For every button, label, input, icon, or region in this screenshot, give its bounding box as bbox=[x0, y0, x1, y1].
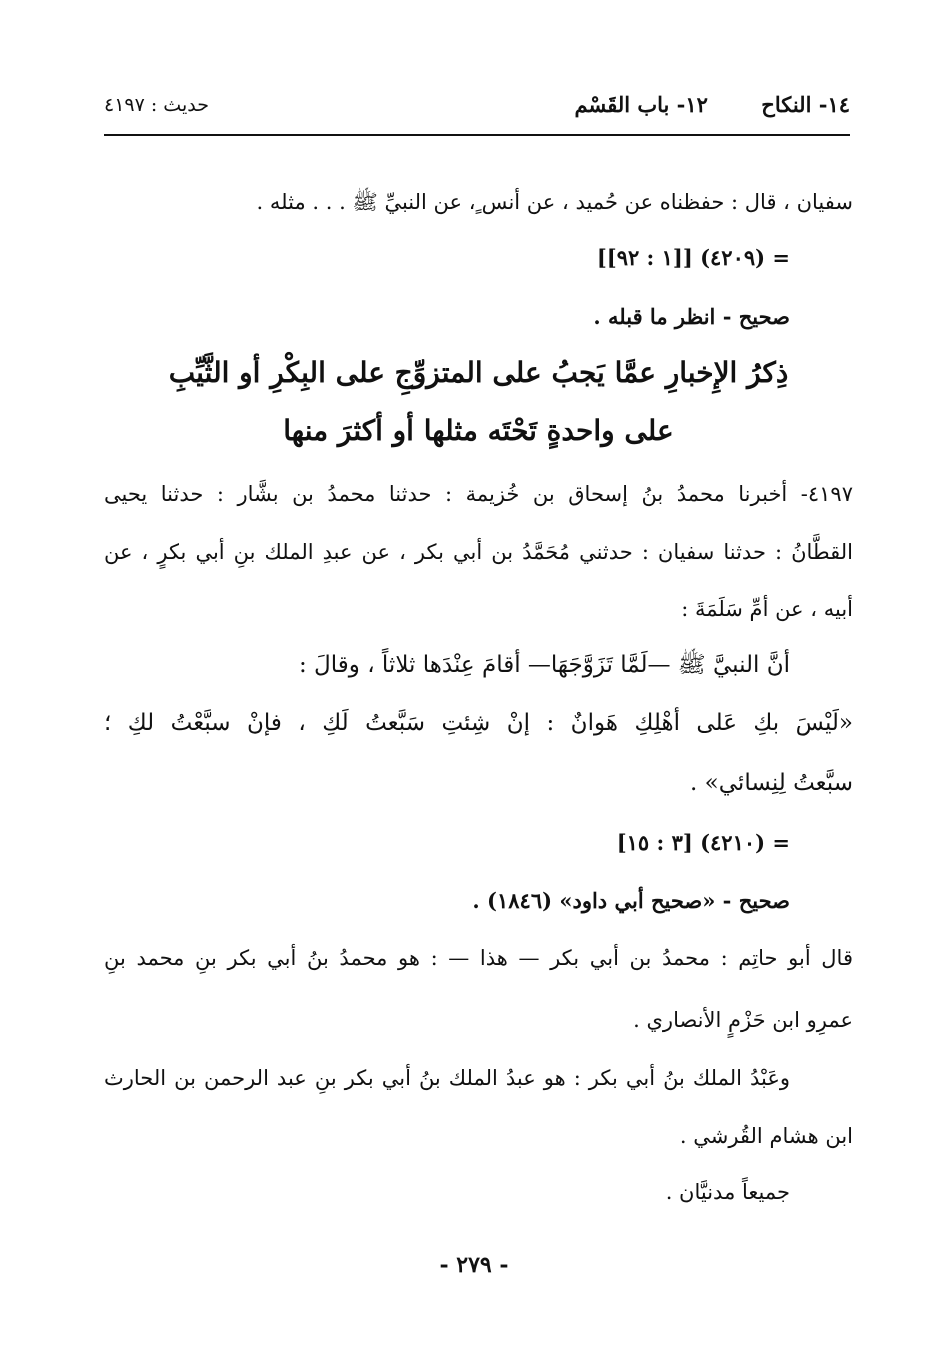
section-heading-line-2: على واحدةٍ تَحْتَه مثلها أو أكثرَ منها bbox=[283, 414, 674, 447]
hadith-isnad-line-1: ٤١٩٧- أخبرنا محمدُ بنُ إسحاق بن خُزيمة : حدثنا محمدُ بن بشَّار : حدثنا يحيى bbox=[104, 482, 853, 506]
hadith-matn-line-1: أنَّ النبيَّ ﷺ —لَمَّا تَزَوَّجَهَا— أقامَ عِنْدَها ثلاثاً ، وقالَ : bbox=[299, 652, 790, 678]
abdulmalik-note-line-1: وعَبْدُ الملك بنُ أبي بكر : هو عبدُ الملك بنُ أبي بكر بنِ عبد الرحمن بن الحارث bbox=[104, 1066, 790, 1090]
header-book-chapter bbox=[574, 92, 850, 117]
cross-reference-4210: = (٤٢١٠) [٣ : ١٥] bbox=[616, 830, 790, 855]
abu-hatim-note-line-1: قال أبو حاتِم : محمدُ بن أبي بكر — هذا — : هو محمدُ بنُ أبي بكر بنِ محمد بنِ bbox=[104, 946, 853, 970]
section-heading-line-1: ذِكرُ الإِخبارِ عمَّا يَجبُ على المتزوِّجِ على البِكْرِ أو الثَّيِّبِ bbox=[168, 356, 789, 389]
continuation-line: سفيان ، قال : حفظناه عن حُميد ، عن أنس ٍ، عن النبيِّ ﷺ . . . مثله . bbox=[256, 190, 853, 214]
header-hadith-ref: حديث : ٤١٩٧ bbox=[104, 94, 209, 116]
final-note: جميعاً مدنيَّان . bbox=[665, 1180, 790, 1204]
header-divider bbox=[104, 134, 850, 136]
header-book: ١٤- النكاح bbox=[761, 92, 850, 117]
header-chapter: ١٢- باب القَسْم bbox=[574, 92, 708, 117]
page-number: - ٢٧٩ - bbox=[439, 1252, 509, 1278]
grading-2: صحيح - «صحيح أبي داود» (١٨٤٦) . bbox=[472, 888, 790, 913]
hadith-matn-line-2: «لَيْسَ بكِ عَلى أهْلِكِ هَوانٌ : إنْ شِئتِ سَبَّعتُ لَكِ ، فإنْ سبَّعْتُ لكِ ؛ bbox=[104, 710, 853, 736]
hadith-isnad-line-3: أبيه ، عن أمِّ سَلَمَةَ : bbox=[681, 597, 853, 621]
cross-reference-4209: = (٤٢٠٩) [[١ : ٩٢]] bbox=[596, 245, 790, 270]
grading-1: صحيح - انظر ما قبله . bbox=[593, 304, 790, 329]
abdulmalik-note-line-2: ابن هشام القُرشي . bbox=[679, 1124, 853, 1148]
hadith-isnad-line-2: القطَّانُ : حدثنا سفيان : حدثني مُحَمَّدُ بن أبي بكر ، عن عبدِ الملك بنِ أبي بكرٍ ، عن bbox=[104, 540, 853, 564]
abu-hatim-note-line-2: عمرِو ابن حَزْمٍ الأنصاري . bbox=[633, 1008, 853, 1032]
hadith-matn-line-3: سبَّعتُ لِنِسائي» . bbox=[690, 770, 853, 796]
running-header bbox=[104, 92, 850, 128]
